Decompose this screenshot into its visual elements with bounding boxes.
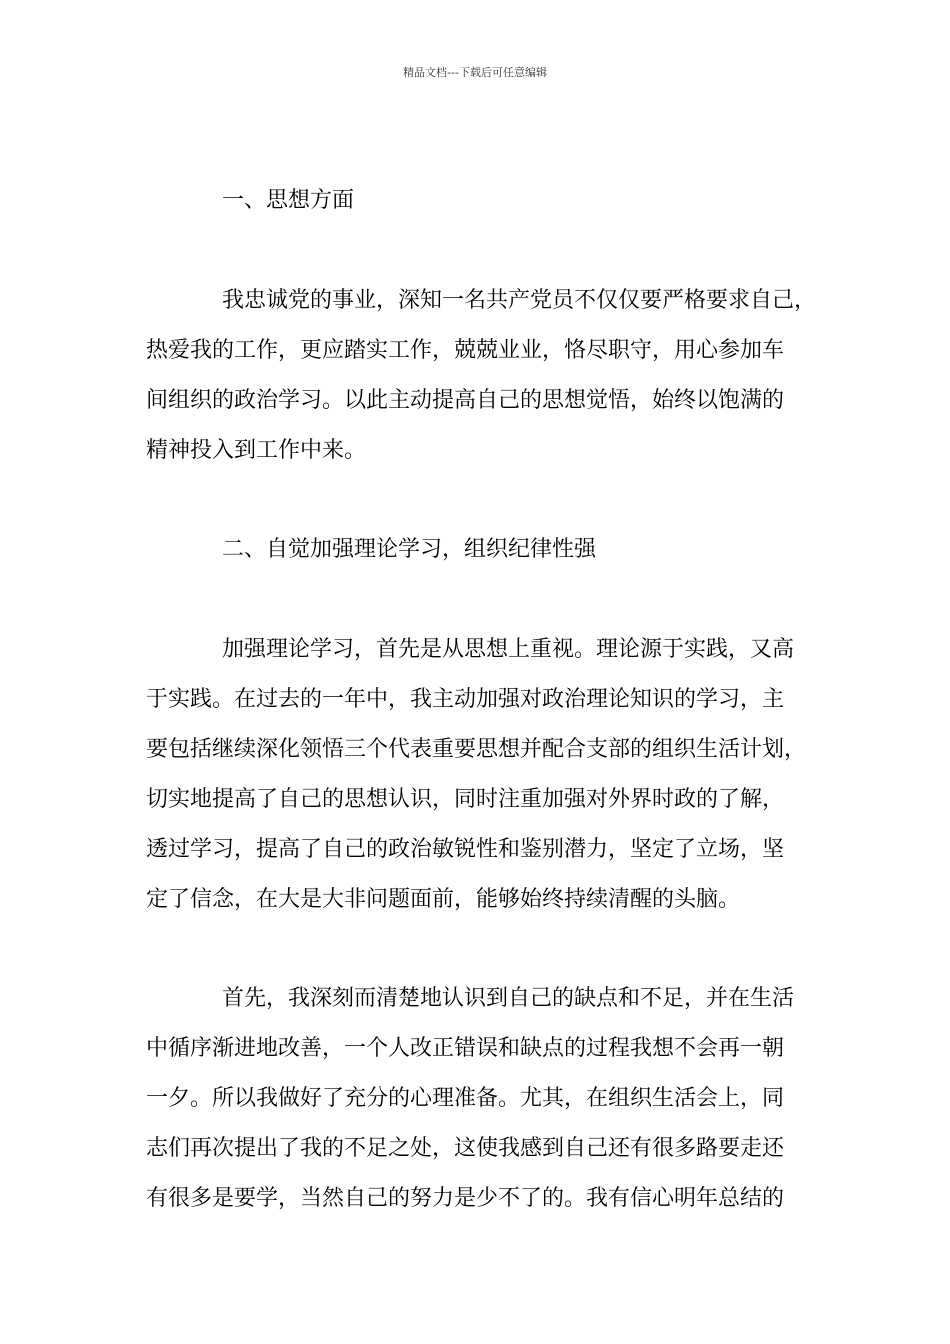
paragraph-line: 定了信念，在大是大非问题面前，能够始终持续清醒的头脑。 [146,887,741,912]
paragraph-line: 精神投入到工作中来。 [146,438,367,463]
paragraph-line: 间组织的政治学习。以此主动提高自己的思想觉悟，始终以饱满的 [146,388,785,413]
section-heading: 二、自觉加强理论学习，组织纪律性强 [222,537,597,562]
paragraph-line: 志们再次提出了我的不足之处，这使我感到自己还有很多路要走还 [146,1136,785,1161]
paragraph-line: 加强理论学习，首先是从思想上重视。理论源于实践，又高 [222,637,795,662]
section-heading: 一、思想方面 [222,188,355,213]
paragraph-line: 首先，我深刻而清楚地认识到自己的缺点和不足，并在生活 [222,986,795,1011]
paragraph-line: 有很多是要学，当然自己的努力是少不了的。我有信心明年总结的 [146,1186,785,1211]
paragraph-line: 一夕。所以我做好了充分的心理准备。尤其，在组织生活会上，同 [146,1086,785,1111]
paragraph-line: 热爱我的工作，更应踏实工作，兢兢业业，恪尽职守，用心参加车 [146,338,785,363]
page-header: 精品文档---下载后可任意编辑 [403,66,547,79]
paragraph-line: 我忠诚党的事业，深知一名共产党员不仅仅要严格要求自己， [222,288,817,313]
paragraph-line: 要包括继续深化领悟三个代表重要思想并配合支部的组织生活计划， [146,737,807,762]
paragraph-line: 中循序渐进地改善，一个人改正错误和缺点的过程我想不会再一朝 [146,1036,785,1061]
paragraph-line: 于实践。在过去的一年中，我主动加强对政治理论知识的学习，主 [146,687,785,712]
paragraph-line: 切实地提高了自己的思想认识，同时注重加强对外界时政的了解， [146,787,785,812]
paragraph-line: 透过学习，提高了自己的政治敏锐性和鉴别潜力，坚定了立场，坚 [146,837,785,862]
